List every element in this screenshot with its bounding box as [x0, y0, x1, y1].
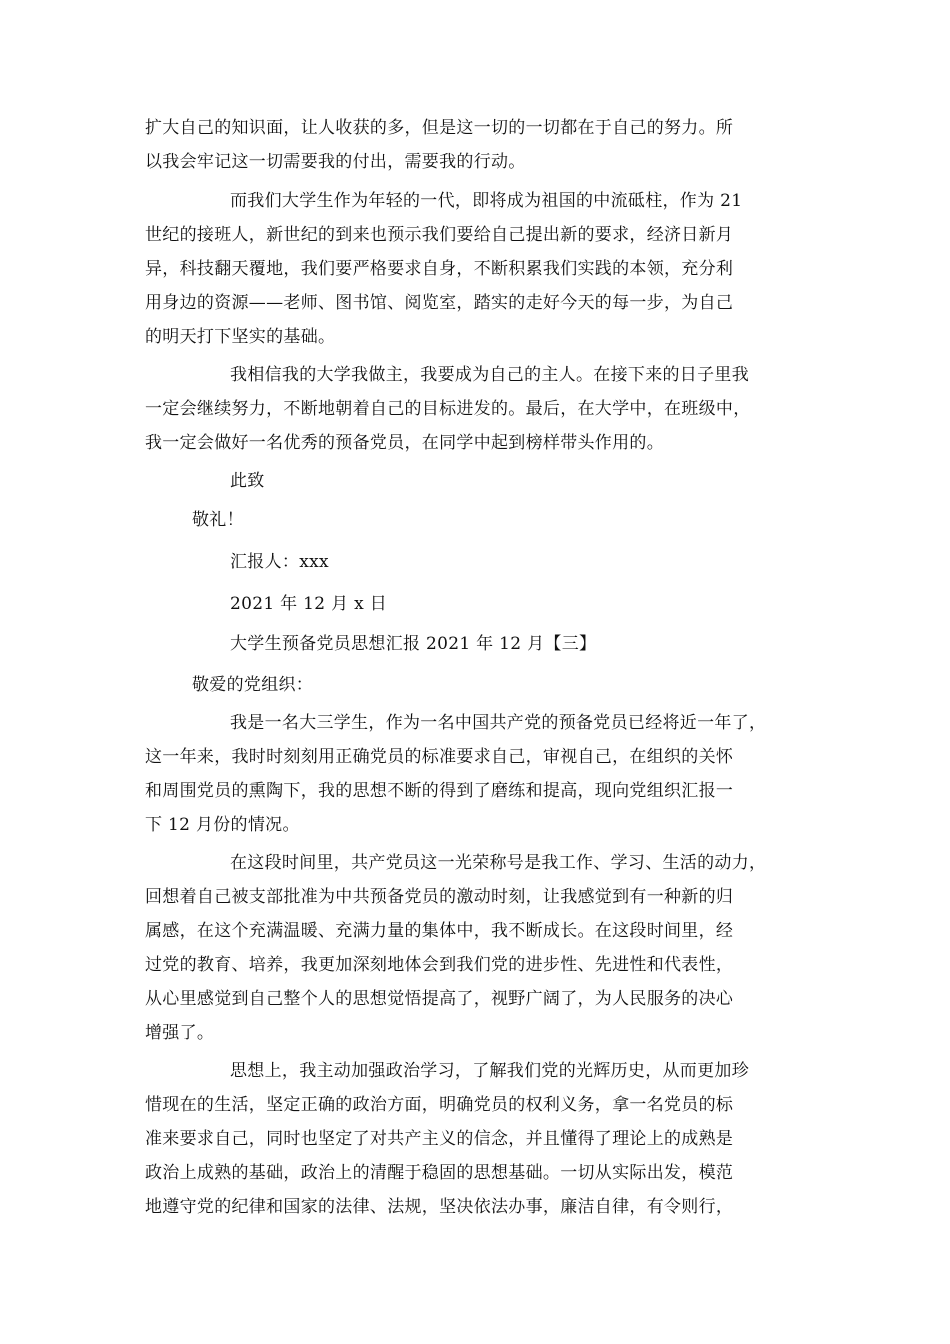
paragraph-start-line: 思想上，我主动加强政治学习，了解我们党的光辉历史，从而更加珍	[230, 1061, 749, 1081]
text-line: 回想着自己被支部批准为中共预备党员的激动时刻，让我感觉到有一种新的归	[145, 887, 734, 907]
closing-regards: 敬礼！	[192, 510, 244, 530]
text-line: 和周围党员的熏陶下，我的思想不断的得到了磨练和提高，现向党组织汇报一	[145, 781, 734, 801]
text-line: 政治上成熟的基础，政治上的清醒于稳固的思想基础。一切从实际出发，模范	[145, 1163, 734, 1183]
text-line: 属感，在这个充满温暖、充满力量的集体中，我不断成长。在这段时间里，经	[145, 921, 734, 941]
text-line: 扩大自己的知识面，让人收获的多，但是这一切的一切都在于自己的努力。所	[145, 118, 734, 138]
text-line: 从心里感觉到自己整个人的思想觉悟提高了，视野广阔了，为人民服务的决心	[145, 989, 734, 1009]
closing-salutation: 此致	[230, 471, 265, 491]
text-line: 这一年来，我时时刻刻用正确党员的标准要求自己，审视自己，在组织的关怀	[145, 747, 734, 767]
paragraph-start-line: 在这段时间里，共产党员这一光荣称号是我工作、学习、生活的动力，	[230, 853, 767, 873]
text-line: 准来要求自己，同时也坚定了对共产主义的信念，并且懂得了理论上的成熟是	[145, 1129, 734, 1149]
paragraph-start-line: 而我们大学生作为年轻的一代，即将成为祖国的中流砥柱，作为 21	[230, 191, 743, 211]
text-line: 增强了。	[145, 1023, 215, 1043]
paragraph-start-line: 我是一名大三学生，作为一名中国共产党的预备党员已经将近一年了，	[230, 713, 767, 733]
paragraph-start-line: 我相信我的大学我做主，我要成为自己的主人。在接下来的日子里我	[230, 365, 749, 385]
section-title: 大学生预备党员思想汇报 2021 年 12 月【三】	[230, 634, 597, 654]
text-line: 过党的教育、培养，我更加深刻地体会到我们党的进步性、先进性和代表性，	[145, 955, 734, 975]
greeting: 敬爱的党组织：	[192, 675, 314, 695]
text-line: 我一定会做好一名优秀的预备党员，在同学中起到榜样带头作用的。	[145, 433, 664, 453]
text-line: 地遵守党的纪律和国家的法律、法规，坚决依法办事，廉洁自律，有令则行，	[145, 1197, 734, 1217]
text-line: 下 12 月份的情况。	[145, 815, 300, 835]
reporter-signature: 汇报人：xxx	[230, 552, 329, 572]
text-line: 的明天打下坚实的基础。	[145, 327, 336, 347]
text-line: 一定会继续努力，不断地朝着自己的目标进发的。最后，在大学中，在班级中，	[145, 399, 751, 419]
text-line: 世纪的接班人，新世纪的到来也预示我们要给自己提出新的要求，经济日新月	[145, 225, 734, 245]
text-line: 惜现在的生活，坚定正确的政治方面，明确党员的权利义务，拿一名党员的标	[145, 1095, 734, 1115]
text-line: 以我会牢记这一切需要我的付出，需要我的行动。	[145, 152, 526, 172]
text-line: 异，科技翻天覆地，我们要严格要求自身，不断积累我们实践的本领，充分利	[145, 259, 734, 279]
report-date: 2021 年 12 月 x 日	[230, 594, 388, 614]
text-line: 用身边的资源——老师、图书馆、阅览室，踏实的走好今天的每一步，为自己	[145, 293, 734, 313]
